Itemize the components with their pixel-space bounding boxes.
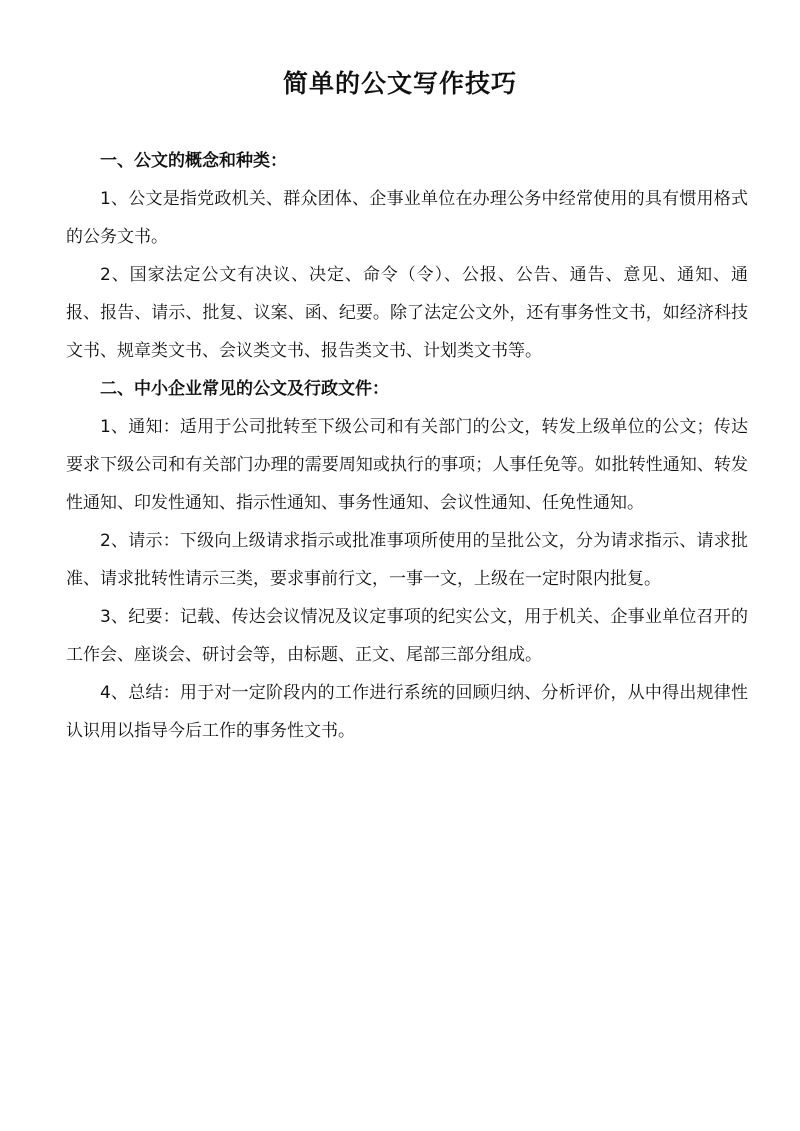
paragraph: 2、请示：下级向上级请求指示或批准事项所使用的呈批公文，分为请求指示、请求批准、请求批转性请示三类，要求事前行文，一事一文，上级在一定时限内批复。 — [66, 531, 748, 589]
paragraph: 1、公文是指党政机关、群众团体、企事业单位在办理公务中经常使用的具有惯用格式的公务文书。 — [66, 189, 748, 247]
paragraph: 3、纪要：记载、传达会议情况及议定事项的纪实公文，用于机关、企事业单位召开的工作会、座谈会、研讨会等，由标题、正文、尾部三部分组成。 — [66, 607, 748, 665]
document-title: 简单的公文写作技巧 — [282, 69, 517, 98]
paragraph: 2、国家法定公文有决议、决定、命令（令）、公报、公告、通告、意见、通知、通报、报告、请示、批复、议案、函、纪要。除了法定公文外，还有事务性文书，如经济科技文书、规章类文书、会议类文书、报告类文书、计划类文书等。 — [66, 265, 748, 361]
section-heading: 二、中小企业常见的公文及行政文件： — [100, 379, 389, 399]
paragraph: 4、总结：用于对一定阶段内的工作进行系统的回顾归纳、分析评价，从中得出规律性认识用以指导今后工作的事务性文书。 — [66, 683, 748, 741]
document-body — [66, 142, 748, 750]
paragraph: 1、通知：适用于公司批转至下级公司和有关部门的公文，转发上级单位的公文；传达要求下级公司和有关部门办理的需要周知或执行的事项；人事任免等。如批转性通知、转发性通知、印发性通知、指示性通知、事务性通知、会议性通知、任免性通知。 — [66, 417, 748, 513]
section-heading: 一、公文的概念和种类： — [100, 151, 287, 171]
section-concepts — [66, 142, 748, 370]
section-common-documents — [66, 370, 748, 750]
